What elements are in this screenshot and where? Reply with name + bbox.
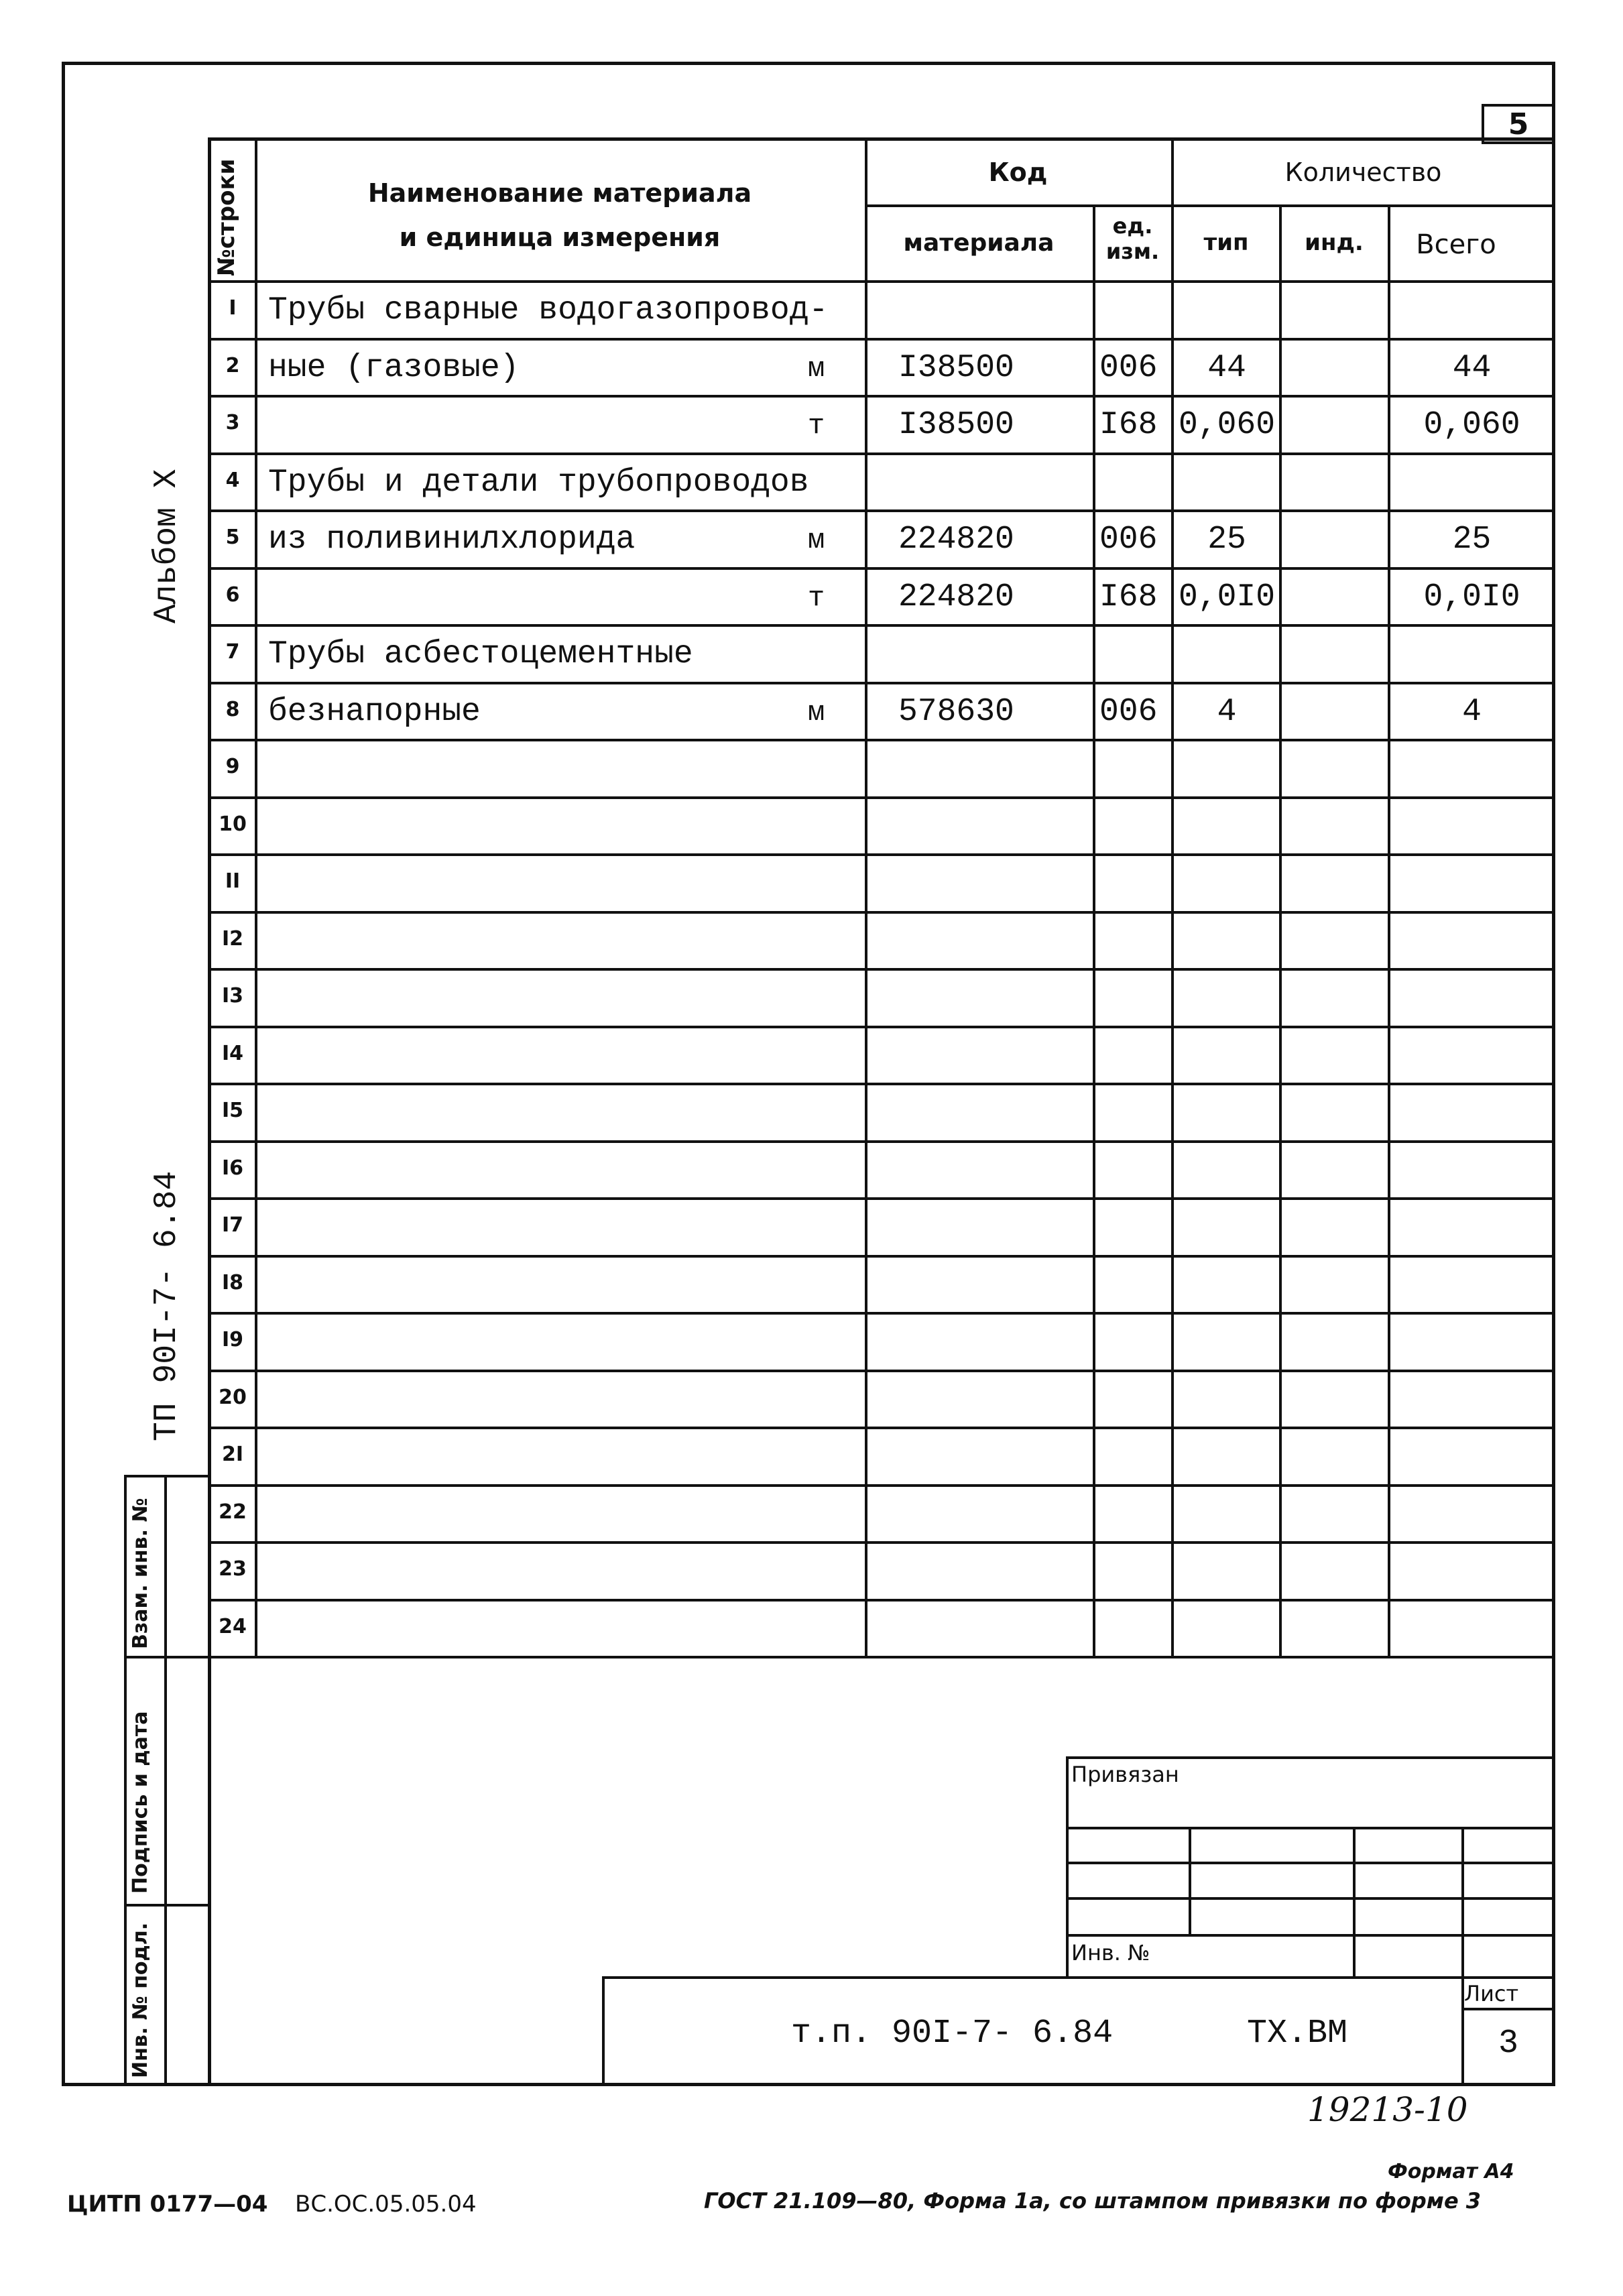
- header-code: Код: [988, 158, 1048, 187]
- material-name: из поливинилхлорида: [268, 522, 636, 558]
- row-number: I2: [221, 926, 244, 951]
- tied-stamp-left: [1066, 1756, 1069, 1978]
- material-code: 578630: [898, 693, 1014, 730]
- footer-left: ЦИТП 0177—04: [67, 2191, 268, 2218]
- row-line: [208, 1140, 1555, 1143]
- row-number: I6: [221, 1156, 244, 1180]
- left-stamp-divider: [164, 1475, 167, 2086]
- row-number: I9: [221, 1328, 244, 1351]
- tied-stamp-top: [1066, 1756, 1555, 1759]
- qty-type: 44: [1207, 349, 1246, 386]
- name-unit: м: [808, 524, 825, 556]
- table-frame: [208, 137, 1555, 2086]
- material-name: ные (газовые): [268, 349, 520, 386]
- unit-code: I68: [1099, 579, 1158, 615]
- row-number: 8: [225, 697, 240, 721]
- header-divider-bottom: [208, 280, 1555, 283]
- row-number: II: [225, 869, 241, 893]
- sheet-label: Лист: [1464, 1981, 1519, 2006]
- header-qty-ind: инд.: [1305, 229, 1364, 256]
- row-number: 3: [225, 411, 240, 434]
- row-line: [208, 1484, 1555, 1487]
- qty-type: 0,0I0: [1178, 579, 1276, 615]
- material-code: I38500: [898, 349, 1014, 386]
- unit-code: 006: [1099, 693, 1158, 730]
- qty-total: 4: [1462, 693, 1482, 730]
- row-number: 20: [219, 1385, 247, 1409]
- row-line: [208, 338, 1555, 341]
- qty-type: 4: [1217, 693, 1237, 730]
- stamp-field-replaced-inv: Взам. инв. №: [129, 1498, 152, 1649]
- row-line: [208, 1083, 1555, 1085]
- row-number: I: [229, 296, 237, 320]
- tied-label: Привязан: [1071, 1762, 1179, 1787]
- material-code: I38500: [898, 407, 1014, 443]
- row-line: [208, 1541, 1555, 1544]
- row-line: [208, 567, 1555, 570]
- row-number: 2: [225, 353, 240, 377]
- tied-line-1: [1066, 1827, 1555, 1829]
- header-quantity: Количество: [1284, 158, 1442, 187]
- header-qty-type: тип: [1203, 229, 1249, 256]
- qty-type: 0,060: [1178, 407, 1276, 443]
- name-unit: т: [808, 581, 825, 614]
- row-line: [208, 1312, 1555, 1315]
- row-line: [208, 968, 1555, 971]
- inv-label: Инв. №: [1071, 1940, 1150, 1966]
- row-number: 6: [225, 583, 240, 607]
- designation: т.п. 90I-7- 6.84: [791, 2014, 1114, 2053]
- qty-type: 25: [1207, 522, 1246, 558]
- row-number: I3: [221, 984, 244, 1008]
- unit-code: I68: [1099, 407, 1158, 443]
- row-line: [208, 395, 1555, 398]
- col-line-type: [1279, 204, 1282, 1657]
- header-code-unit: ед. изм.: [1105, 213, 1160, 264]
- row-number: 5: [225, 526, 240, 549]
- row-number: I5: [221, 1099, 244, 1122]
- header-qty-total: Всего: [1416, 229, 1496, 260]
- row-line: [208, 1599, 1555, 1602]
- row-number: 9: [225, 755, 240, 778]
- unit-code: 006: [1099, 349, 1158, 386]
- stamp-field-original-inv: Инв. № подл.: [129, 1922, 152, 2078]
- title-block-top: [602, 1976, 1555, 1979]
- material-code: 224820: [898, 522, 1014, 558]
- row-line: [208, 452, 1555, 455]
- col-line-material: [1093, 204, 1095, 1657]
- qty-total: 0,060: [1423, 407, 1520, 443]
- material-name: Трубы и детали трубопроводов: [268, 464, 809, 501]
- handwritten-number: 19213-10: [1307, 2090, 1468, 2129]
- row-number: 23: [219, 1557, 247, 1581]
- row-line: [208, 739, 1555, 741]
- row-number: 10: [219, 812, 247, 836]
- row-line: [208, 624, 1555, 627]
- header-row-no: №строки: [213, 158, 240, 276]
- name-unit: м: [808, 696, 825, 729]
- header-code-material: материала: [903, 229, 1055, 257]
- tied-line-2: [1066, 1862, 1555, 1864]
- doc-code: ТХ.ВМ: [1247, 2014, 1348, 2053]
- qty-total: 0,0I0: [1423, 579, 1520, 615]
- tied-line-4: [1066, 1934, 1555, 1937]
- col-line-ind: [1388, 204, 1390, 1657]
- row-line: [208, 1255, 1555, 1258]
- left-stamp-line-1: [124, 1656, 211, 1658]
- row-number: 4: [225, 468, 240, 492]
- row-line: [208, 1656, 1555, 1658]
- material-code: 224820: [898, 579, 1014, 615]
- title-block-left: [602, 1976, 605, 2086]
- name-unit: м: [808, 352, 825, 385]
- row-line: [208, 1370, 1555, 1372]
- footer-left-code: ВС.ОС.05.05.04: [295, 2191, 477, 2218]
- row-number: 7: [225, 640, 240, 664]
- tied-col-2: [1353, 1827, 1356, 1978]
- row-line: [208, 911, 1555, 914]
- tied-col-1: [1189, 1827, 1191, 1934]
- album-label: Альбом X: [149, 469, 185, 623]
- row-number: I8: [221, 1270, 244, 1294]
- row-line: [208, 1427, 1555, 1429]
- qty-total: 25: [1452, 522, 1492, 558]
- row-number: I4: [221, 1041, 244, 1065]
- row-line: [208, 509, 1555, 512]
- footer-format: Формат А4: [1388, 2160, 1514, 2183]
- material-name: безнапорные: [268, 693, 481, 730]
- sheet-divider: [1461, 2008, 1555, 2010]
- project-code-label: ТП 90I-7- 6.84: [149, 1170, 185, 1441]
- material-name: Трубы асбестоцементные: [268, 636, 693, 672]
- unit-code: 006: [1099, 522, 1158, 558]
- row-number: 2I: [221, 1443, 244, 1466]
- row-number: I7: [221, 1213, 244, 1237]
- name-unit: т: [808, 410, 825, 442]
- sheet-number: 3: [1498, 2025, 1518, 2063]
- row-line: [208, 796, 1555, 799]
- row-number: 24: [219, 1614, 247, 1638]
- header-divider-top: [865, 204, 1555, 207]
- tied-line-3: [1066, 1897, 1555, 1900]
- qty-total: 44: [1452, 349, 1492, 386]
- page-number: 5: [1508, 107, 1529, 141]
- stamp-field-signature-date: Подпись и дата: [129, 1711, 152, 1894]
- material-name: Трубы сварные водогазопровод-: [268, 292, 829, 328]
- row-number: 22: [219, 1500, 247, 1524]
- header-name: Наименование материала и единица измерения: [367, 178, 752, 252]
- row-line: [208, 682, 1555, 684]
- row-line: [208, 853, 1555, 856]
- row-line: [208, 1197, 1555, 1200]
- row-line: [208, 1026, 1555, 1028]
- footer-gost: ГОСТ 21.109—80, Форма 1а, со штампом привязки по форме 3: [704, 2188, 1482, 2214]
- left-stamp-line-2: [124, 1904, 211, 1907]
